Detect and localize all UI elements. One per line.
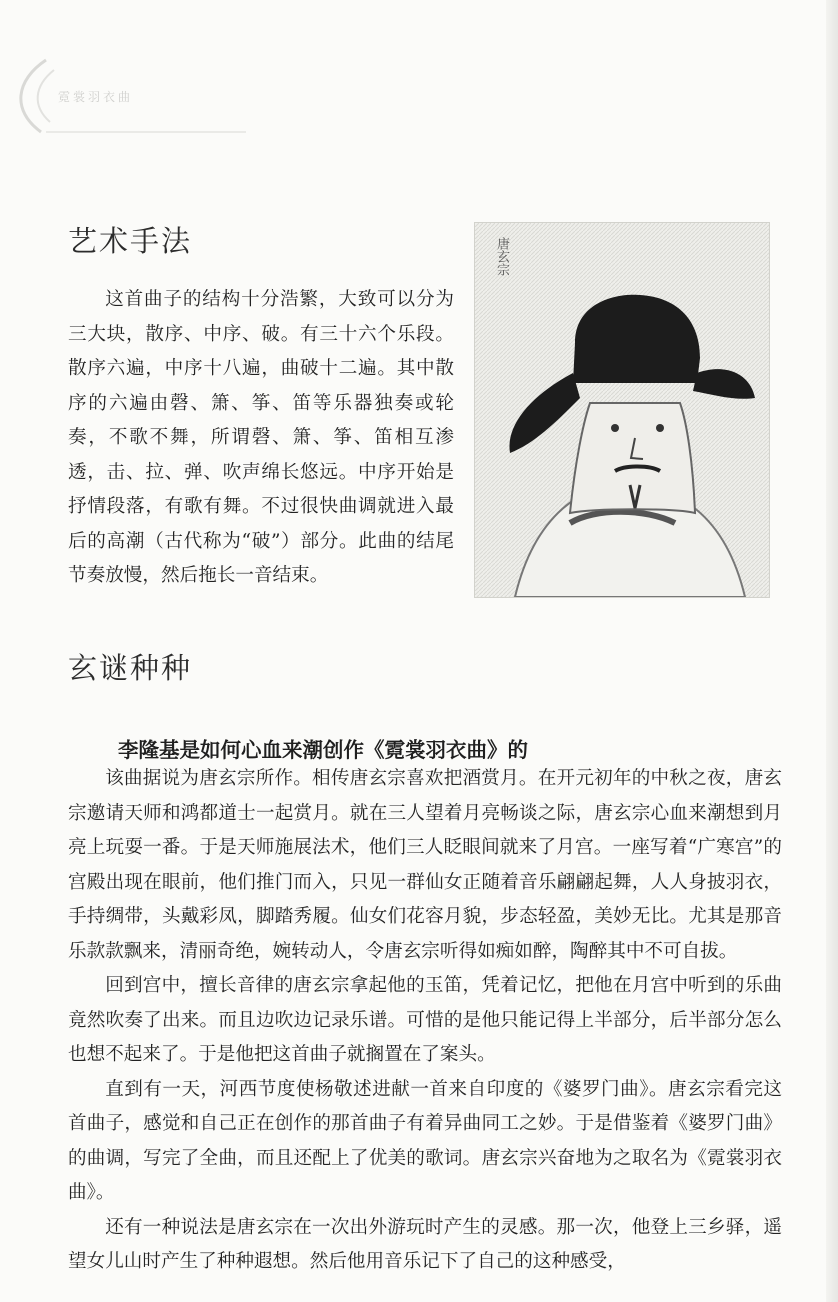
section-heading-mysteries: 玄谜种种 — [68, 651, 193, 685]
paragraph: 还有一种说法是唐玄宗在一次出外游玩时产生的灵感。那一次，他登上三乡驿，遥望女儿山时产生了种种遐想。然后他用音乐记下了自己的这种感受， — [68, 1216, 782, 1272]
swirl-ornament-icon — [6, 50, 266, 140]
running-title: 霓裳羽衣曲 — [58, 90, 134, 104]
emperor-portrait — [474, 222, 770, 598]
emperor-portrait-illustration — [475, 223, 769, 597]
mysteries-body — [68, 762, 782, 1280]
portrait-caption: 唐玄宗 — [494, 237, 509, 276]
paragraph: 该曲据说为唐玄宗所作。相传唐玄宗喜欢把酒赏月。在开元初年的中秋之夜，唐玄宗邀请天师和鸿都道士一起赏月。就在三人望着月亮畅谈之际，唐玄宗心血来潮想到月亮上玩耍一番。于是天师施展法术，他们三人眨眼间就来了月宫。一座写着“广寒宫”的宫殿出现在眼前，他们推门而入，只见一群仙女正随着音乐翩翩起舞，人人身披羽衣，手持绸带，头戴彩凤，脚踏秀履。仙女们花容月貌，步态轻盈，美妙无比。尤其是那音乐款款飘来，清丽奇绝，婉转动人，令唐玄宗听得如痴如醉，陶醉其中不可自拔。 — [68, 768, 782, 962]
subsection-title: 李隆基是如何心血来潮创作《霓裳羽衣曲》的 — [118, 738, 528, 762]
section-heading-art-techniques: 艺术手法 — [68, 224, 193, 258]
paragraph: 直到有一天，河西节度使杨敬述进献一首来自印度的《婆罗门曲》。唐玄宗看完这首曲子，感觉和自己正在创作的那首曲子有着异曲同工之妙。于是借鉴着《婆罗门曲》的曲调，写完了全曲，而且还配上了优美的歌词。唐玄宗兴奋地为之取名为《霓裳羽衣曲》。 — [68, 1078, 782, 1203]
paragraph: 回到宫中，擅长音律的唐玄宗拿起他的玉笛，凭着记忆，把他在月宫中听到的乐曲竟然吹奏了出来。而且边吹边记录乐谱。可惜的是他只能记得上半部分，后半部分怎么也想不起来了。于是他把这首曲子就搁置在了案头。 — [68, 975, 782, 1065]
art-techniques-text — [68, 283, 454, 594]
paragraph: 这首曲子的结构十分浩繁，大致可以分为三大块，散序、中序、破。有三十六个乐段。散序六遍，中序十八遍，曲破十二遍。其中散序的六遍由磬、箫、筝、笛等乐器独奏或轮奏，不歌不舞，所谓磬、箫、筝、笛相互渗透，击、拉、弹、吹声绵长悠远。中序开始是抒情段落，有歌有舞。不过很快曲调就进入最后的高潮（古代称为“破”）部分。此曲的结尾节奏放慢，然后拖长一音结束。 — [68, 289, 454, 586]
header-decoration — [6, 50, 266, 140]
page-edge — [826, 0, 838, 1302]
